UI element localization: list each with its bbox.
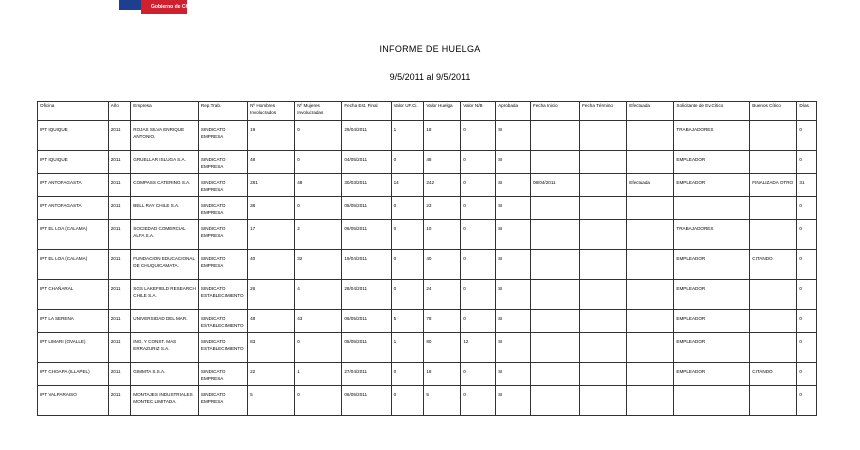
- table-cell: SI: [496, 333, 531, 363]
- table-cell: 14: [391, 174, 424, 197]
- table-row: [38, 197, 817, 220]
- table-cell: 2011: [108, 151, 131, 174]
- table-row: [38, 386, 817, 416]
- table-cell: EMPLEADOR: [674, 250, 750, 280]
- table-cell: [627, 121, 674, 151]
- table-cell: [627, 197, 674, 220]
- table-cell: 0: [461, 121, 496, 151]
- table-cell: SINDICATO EMPRESA: [198, 220, 247, 250]
- table-cell: [674, 197, 750, 220]
- table-cell: TRABAJADORES: [674, 220, 750, 250]
- table-cell: 04/05/2011: [342, 151, 391, 174]
- table-cell: 40: [248, 250, 295, 280]
- table-cell: 0: [461, 197, 496, 220]
- table-cell: 2011: [108, 310, 131, 333]
- column-header: Nº Mujeres Involucradas: [295, 102, 342, 121]
- table-cell: 05/05/2011: [342, 197, 391, 220]
- column-header: Buenos Cítico: [750, 102, 797, 121]
- table-cell: IPT LIMARI (OVALLE): [38, 333, 109, 363]
- table-cell: 30/03/2011: [342, 174, 391, 197]
- table-cell: SINDICATO EMPRESA: [198, 121, 247, 151]
- table-header-row: [38, 102, 817, 121]
- table-cell: 0: [461, 220, 496, 250]
- table-cell: 19/04/2011: [342, 250, 391, 280]
- table-cell: 05/05/2011: [342, 333, 391, 363]
- table-cell: [530, 220, 579, 250]
- table-cell: CITANDO: [750, 250, 797, 280]
- table-cell: 2011: [108, 363, 131, 386]
- report-title: INFORME DE HUELGA: [379, 44, 481, 54]
- table-cell: 26: [248, 280, 295, 310]
- table-cell: 19: [248, 121, 295, 151]
- table-cell: 0: [461, 363, 496, 386]
- table-cell: 27/04/2011: [342, 363, 391, 386]
- table-cell: 12: [461, 333, 496, 363]
- table-cell: [627, 333, 674, 363]
- table-cell: SGS LAKEFIELD RESEARCH CHILE S.A.: [131, 280, 199, 310]
- table-cell: 0: [797, 280, 817, 310]
- table-cell: 2011: [108, 280, 131, 310]
- table-cell: 48: [295, 174, 342, 197]
- table-cell: IPT ANTOFAGASTA: [38, 197, 109, 220]
- table-cell: [750, 197, 797, 220]
- table-cell: IPT ANTOFAGASTA: [38, 174, 109, 197]
- table-cell: 0: [391, 197, 424, 220]
- table-cell: 28/04/2011: [342, 280, 391, 310]
- column-header: Empresa: [131, 102, 199, 121]
- table-cell: [530, 310, 579, 333]
- table-cell: 78: [424, 310, 461, 333]
- table-cell: SINDICATO ESTABLECIMIENTO: [198, 310, 247, 333]
- strike-report-table: [37, 101, 817, 416]
- table-cell: [580, 280, 627, 310]
- column-header: Año: [108, 102, 131, 121]
- table-cell: SINDICATO EMPRESA: [198, 151, 247, 174]
- table-cell: 0: [797, 333, 817, 363]
- table-cell: EMPLEADOR: [674, 333, 750, 363]
- table-row: [38, 174, 817, 197]
- table-cell: 0: [461, 310, 496, 333]
- table-cell: 2011: [108, 386, 131, 416]
- table-cell: SINDICATO EMPRESA: [198, 363, 247, 386]
- table-cell: 06/05/2011: [342, 386, 391, 416]
- table-cell: 43: [295, 310, 342, 333]
- table-cell: [627, 151, 674, 174]
- table-cell: SINDICATO EMPRESA: [198, 197, 247, 220]
- table-cell: [580, 197, 627, 220]
- table-cell: [580, 333, 627, 363]
- table-cell: 18: [424, 363, 461, 386]
- table-cell: IPT IQUIQUE: [38, 121, 109, 151]
- table-cell: [530, 363, 579, 386]
- column-header: Oficina: [38, 102, 109, 121]
- table-cell: EMPLEADOR: [674, 174, 750, 197]
- table-cell: 0: [797, 386, 817, 416]
- table-cell: GIMMTA S.S.A.: [131, 363, 199, 386]
- table-cell: 0: [391, 386, 424, 416]
- table-cell: SINDICATO EMPRESA: [198, 174, 247, 197]
- table-cell: FUNDACION EDUCACIONAL DE CHUQUICAMATA.: [131, 250, 199, 280]
- table-cell: SINDICATO ESTABLECIMIENTO: [198, 333, 247, 363]
- table-cell: 40: [424, 250, 461, 280]
- report-date-range: 9/5/2011 al 9/5/2011: [389, 72, 471, 82]
- table-cell: 2011: [108, 121, 131, 151]
- table-cell: IPT EL LOA (CALAMA): [38, 220, 109, 250]
- table-cell: IPT VALPARAISO: [38, 386, 109, 416]
- table-cell: 0: [295, 121, 342, 151]
- table-cell: 2011: [108, 197, 131, 220]
- column-header: Rep.Trab.: [198, 102, 247, 121]
- table-cell: [750, 121, 797, 151]
- table-cell: SI: [496, 310, 531, 333]
- logo-blue-block: [119, 0, 141, 10]
- table-cell: 2011: [108, 250, 131, 280]
- table-cell: [750, 151, 797, 174]
- table-cell: 1: [295, 363, 342, 386]
- table-cell: 5: [391, 310, 424, 333]
- table-cell: EMPLEADOR: [674, 280, 750, 310]
- table-cell: 0: [295, 386, 342, 416]
- table-row: [38, 280, 817, 310]
- table-cell: SI: [496, 250, 531, 280]
- table-cell: 0: [797, 250, 817, 280]
- column-header: Fecha Est. Final: [342, 102, 391, 121]
- table-cell: 0: [797, 363, 817, 386]
- logo-text: Gobierno de Chile: [151, 4, 195, 10]
- table-cell: SI: [496, 121, 531, 151]
- table-cell: [627, 250, 674, 280]
- table-row: [38, 250, 817, 280]
- table-cell: 80: [424, 333, 461, 363]
- table-cell: [627, 386, 674, 416]
- table-cell: 5: [424, 386, 461, 416]
- table-cell: SINDICATO EMPRESA: [198, 250, 247, 280]
- table-cell: ING. Y CONST. MAS ERRAZURIZ S.A.: [131, 333, 199, 363]
- table-cell: 31: [797, 174, 817, 197]
- table-cell: 0: [797, 121, 817, 151]
- table-cell: UNIVERSIDAD DEL MAR.: [131, 310, 199, 333]
- table-cell: 08/04/2011: [530, 174, 579, 197]
- table-cell: 0: [461, 174, 496, 197]
- table-cell: 0: [797, 310, 817, 333]
- table-cell: 38: [248, 197, 295, 220]
- table-cell: [530, 121, 579, 151]
- table-cell: IPT LA SERENA: [38, 310, 109, 333]
- table-cell: MONTAJES INDUSTRIALES MONTEC LIMITADA.: [131, 386, 199, 416]
- column-header: Solicitante de Ev.Cítico: [674, 102, 750, 121]
- table-cell: [627, 280, 674, 310]
- table-row: [38, 151, 817, 174]
- table-cell: 17: [248, 220, 295, 250]
- table-cell: 2011: [108, 333, 131, 363]
- table-cell: SI: [496, 386, 531, 416]
- table-cell: [580, 151, 627, 174]
- table-cell: 0: [797, 197, 817, 220]
- table-row: [38, 310, 817, 333]
- table-cell: IPT IQUIQUE: [38, 151, 109, 174]
- table-cell: SI: [496, 197, 531, 220]
- table-cell: 0: [295, 333, 342, 363]
- table-cell: Efectuada: [627, 174, 674, 197]
- table-cell: 0: [797, 151, 817, 174]
- table-cell: SI: [496, 363, 531, 386]
- table-cell: 0: [461, 250, 496, 280]
- table-cell: 10: [424, 220, 461, 250]
- table-cell: ROJAS SILVA ENRIQUE ANTONIO.: [131, 121, 199, 151]
- column-header: Aprobada: [496, 102, 531, 121]
- table-cell: 2: [295, 220, 342, 250]
- column-header: Valor Huelga: [424, 102, 461, 121]
- table-cell: SI: [496, 174, 531, 197]
- table-cell: [530, 386, 579, 416]
- table-cell: SINDICATO ESTABLECIMIENTO: [198, 280, 247, 310]
- table-cell: 1: [391, 121, 424, 151]
- table-cell: 0: [461, 280, 496, 310]
- table-cell: 5: [248, 386, 295, 416]
- table-cell: IPT CHOAPA (ILLAPEL): [38, 363, 109, 386]
- table-cell: 2011: [108, 174, 131, 197]
- table-cell: 06/05/2011: [342, 220, 391, 250]
- table-cell: 0: [461, 151, 496, 174]
- table-cell: [530, 197, 579, 220]
- table-cell: 0: [391, 250, 424, 280]
- table-cell: 2011: [108, 220, 131, 250]
- table-cell: [750, 280, 797, 310]
- table-cell: 0: [391, 220, 424, 250]
- table-cell: 48: [248, 151, 295, 174]
- table-cell: SOCIEDAD COMERCIAL ALFA S.A.: [131, 220, 199, 250]
- table-row: [38, 333, 817, 363]
- table-cell: BELL RAY CHILE S.A.: [131, 197, 199, 220]
- table-cell: [627, 310, 674, 333]
- table-cell: 0: [391, 280, 424, 310]
- table-cell: 24: [424, 280, 461, 310]
- table-cell: 0: [391, 151, 424, 174]
- column-header: Nº Hombres Involucrados: [248, 102, 295, 121]
- table-cell: [580, 386, 627, 416]
- table-cell: 32: [295, 250, 342, 280]
- table-cell: 0: [295, 197, 342, 220]
- column-header: Efectuada: [627, 102, 674, 121]
- table-cell: [580, 250, 627, 280]
- table-cell: [750, 220, 797, 250]
- table-cell: [530, 250, 579, 280]
- column-header: Valor UF.Ci.: [391, 102, 424, 121]
- table-cell: [750, 333, 797, 363]
- table-cell: [580, 121, 627, 151]
- column-header: Valor N/B: [461, 102, 496, 121]
- table-cell: [627, 220, 674, 250]
- table-cell: EMPLEADOR: [674, 363, 750, 386]
- table-cell: FINALIZADA OTRO: [750, 174, 797, 197]
- table-cell: [674, 386, 750, 416]
- table-cell: 0: [295, 151, 342, 174]
- table-cell: IPT CHAÑARAL: [38, 280, 109, 310]
- table-cell: 242: [424, 174, 461, 197]
- table-cell: 29/04/2011: [342, 121, 391, 151]
- table-cell: CITANDO: [750, 363, 797, 386]
- table-cell: [580, 310, 627, 333]
- table-cell: [530, 151, 579, 174]
- table-cell: [750, 386, 797, 416]
- table-cell: [580, 220, 627, 250]
- column-header: Fecha Término: [580, 102, 627, 121]
- gobierno-de-chile-logo: [119, 0, 195, 14]
- table-cell: GRUELLAR ISLUGA S.A.: [131, 151, 199, 174]
- table-cell: [627, 363, 674, 386]
- table-cell: IPT EL LOA (CALAMA): [38, 250, 109, 280]
- table-cell: 281: [248, 174, 295, 197]
- table-row: [38, 121, 817, 151]
- table-cell: SINDICATO EMPRESA: [198, 386, 247, 416]
- table-cell: 06/05/2011: [342, 310, 391, 333]
- table-row: [38, 220, 817, 250]
- table-cell: [580, 174, 627, 197]
- table-cell: [530, 280, 579, 310]
- table-cell: 22: [248, 363, 295, 386]
- table-cell: SI: [496, 151, 531, 174]
- table-cell: 48: [424, 151, 461, 174]
- table-cell: SI: [496, 280, 531, 310]
- table-cell: [750, 310, 797, 333]
- table-cell: COMPASS CATERING S.A.: [131, 174, 199, 197]
- table-cell: 4: [295, 280, 342, 310]
- table-cell: 23: [424, 197, 461, 220]
- table-cell: EMPLEADOR: [674, 310, 750, 333]
- table-cell: 48: [248, 310, 295, 333]
- column-header: Días: [797, 102, 817, 121]
- table-cell: EMPLEADOR: [674, 151, 750, 174]
- table-cell: 83: [248, 333, 295, 363]
- table-cell: 0: [797, 220, 817, 250]
- table-cell: [530, 333, 579, 363]
- table-cell: SI: [496, 220, 531, 250]
- table-cell: 18: [424, 121, 461, 151]
- table-cell: TRABAJADORES: [674, 121, 750, 151]
- table-row: [38, 363, 817, 386]
- table-cell: [580, 363, 627, 386]
- table-cell: 1: [391, 333, 424, 363]
- table-cell: 0: [391, 363, 424, 386]
- column-header: Fecha Inicio: [530, 102, 579, 121]
- table-cell: 0: [461, 386, 496, 416]
